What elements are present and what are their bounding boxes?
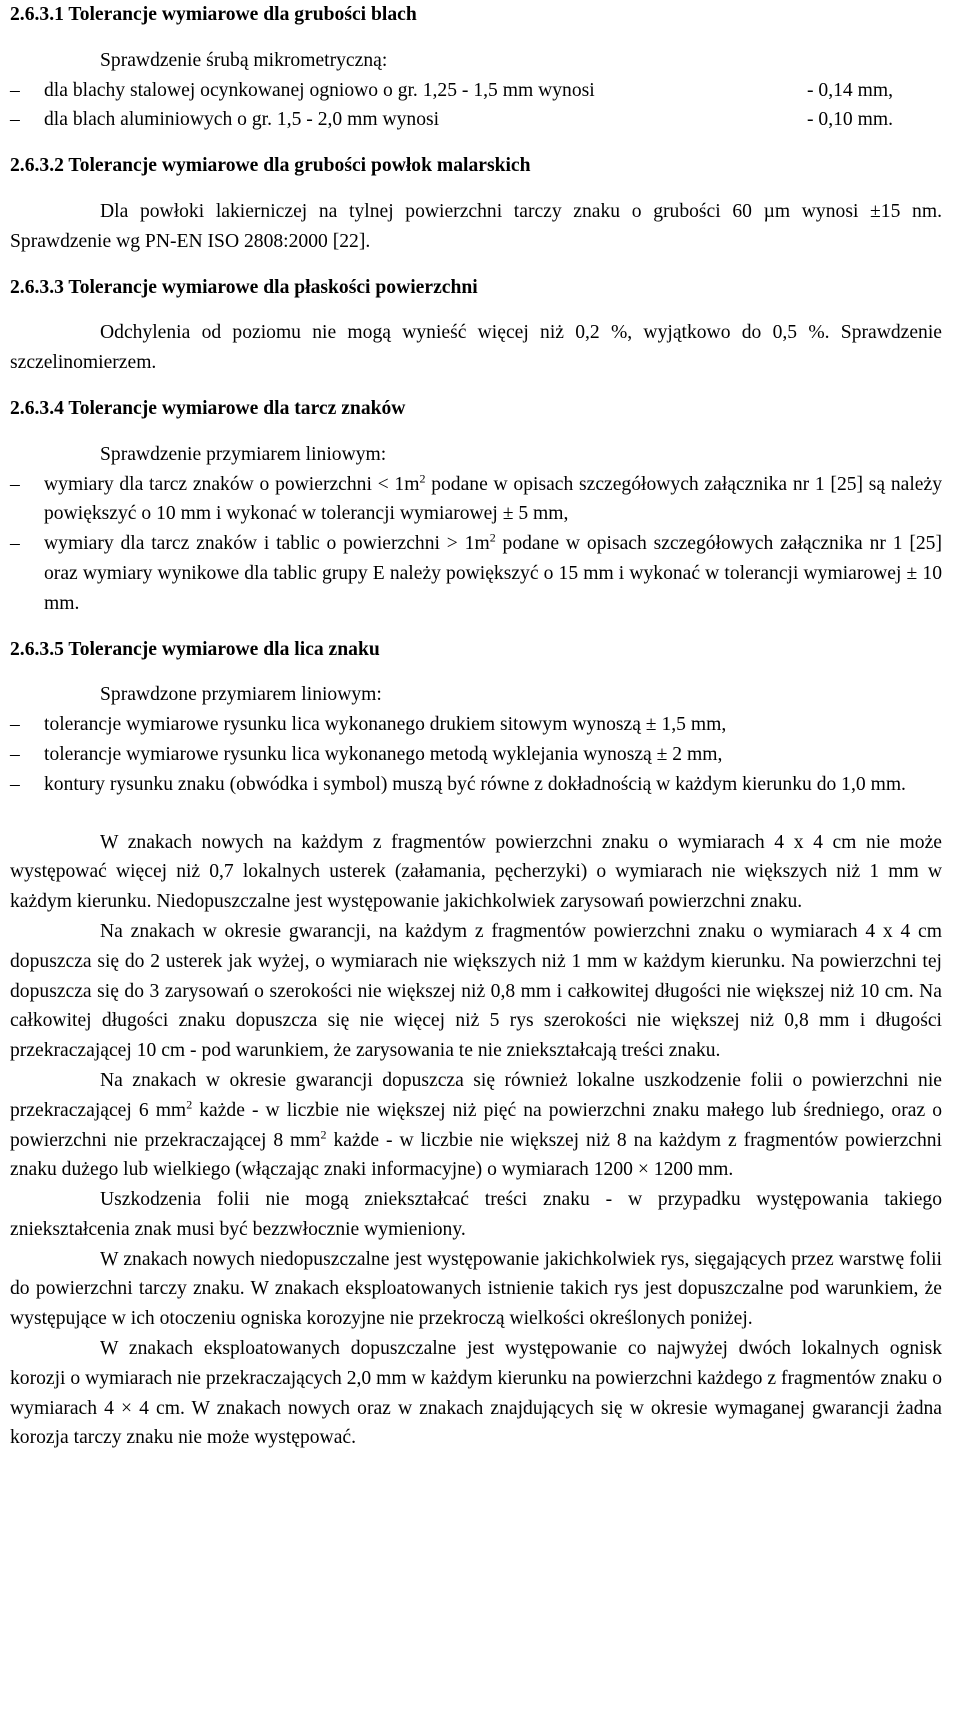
section-intro-4: Sprawdzenie przymiarem liniowym: — [100, 443, 387, 465]
list-item — [10, 710, 942, 740]
list-item — [10, 470, 942, 530]
body-paragraph-1: W znakach nowych na każdym z fragmentów powierzchni znaku o wymiarach 4 x 4 cm nie może występować więcej niż 0,7 lokalnych usterek (załamania, pęcherzyki) o wymiarach nie większych niż 1 mm w każdym kierunku. Niedopuszczalne jest występowanie jakichkolwiek zarysowań powierzchni znaku. — [10, 831, 942, 913]
list-item-label: dla blach aluminiowych o gr. 1,5 - 2,0 mm wynosi — [44, 109, 440, 131]
dash-bullet: – — [10, 743, 20, 765]
list-item-text: kontury rysunku znaku (obwódka i symbol) muszą być równe z dokładnością w każdym kierunku do 1,0 mm. — [44, 773, 906, 795]
body-paragraph-3-part-b: każde - w liczbie nie większej niż pięć na powierzchni znaku małego lub średniego, oraz o powierzchni nie przekraczającej 8 mm — [10, 1099, 942, 1151]
list-item-value: - 0,10 mm. — [807, 109, 893, 131]
list-item-text-after: podane w opisach szczegółowych załącznika nr 1 [25] oraz wymiary wynikowe dla tablic grupy E należy powiększyć o 15 mm i wykonać w tolerancji wymiarowej ± 10 mm. — [44, 533, 942, 614]
list-item — [10, 740, 942, 770]
list-item-text-before: wymiary dla tarcz znaków i tablic o powierzchni > 1m — [44, 533, 490, 555]
section-heading-3: 2.6.3.3 Tolerancje wymiarowe dla płaskości powierzchni — [10, 276, 478, 298]
body-paragraph-2: Na znakach w okresie gwarancji, na każdym z fragmentów powierzchni znaku o wymiarach 4 x 4 cm dopuszcza się do 2 usterek jak wyżej, o wymiarach nie większych niż 1 mm w każdym kierunku. Na powierzchni tej dopuszcza się do 3 zarysowań o szerokości nie większej niż 0,8 mm i całkowitej długości nie większej niż 10 cm. Na całkowitej długości znaku dopuszcza się nie więcej niż 5 rys szerokości nie większej niż 0,8 mm i długości przekraczającej 10 cm - pod warunkiem, że zarysowania te nie zniekształcają treści znaku. — [10, 920, 942, 1062]
list-item-text-before: wymiary dla tarcz znaków o powierzchni < 1m — [44, 473, 420, 495]
section-heading-2: 2.6.3.2 Tolerancje wymiarowe dla grubości powłok malarskich — [10, 155, 531, 177]
section-para-2: Dla powłoki lakierniczej na tylnej powierzchni tarczy znaku o grubości 60 µm wynosi ±15 nm. Sprawdzenie wg PN-EN ISO 2808:2000 [22]. — [10, 200, 942, 252]
superscript: 2 — [489, 530, 496, 545]
superscript: 2 — [419, 471, 426, 486]
body-paragraph-4: Uszkodzenia folii nie mogą zniekształcać treści znaku - w przypadku występowania takiego zniekształcenia znak musi być bezzwłocznie wymieniony. — [10, 1189, 942, 1240]
dash-bullet: – — [10, 533, 20, 555]
list-item — [10, 529, 942, 618]
body-paragraph-5: W znakach nowych niedopuszczalne jest występowanie jakichkolwiek rys, sięgających przez warstwę folii do powierzchni tarczy znaku. W znakach eksploatowanych istnienie takich rys jest dopuszczalne pod warunkiem, że występujące w ich otoczeniu ogniska korozyjne nie przekroczą wielkości określonych poniżej. — [10, 1248, 942, 1330]
dash-bullet: – — [10, 773, 20, 795]
list-item-text: tolerancje wymiarowe rysunku lica wykonanego drukiem sitowym wynoszą ± 1,5 mm, — [44, 714, 727, 736]
body-paragraph-3 — [10, 1066, 942, 1185]
dash-bullet: – — [10, 714, 20, 736]
section-heading-1: 2.6.3.1 Tolerancje wymiarowe dla grubości blach — [10, 4, 417, 25]
section-heading-5: 2.6.3.5 Tolerancje wymiarowe dla lica znaku — [10, 638, 380, 660]
body-paragraph-3-part-a: Na znakach w okresie gwarancji dopuszcza się również lokalne uszkodzenie folii o powierzchni nie przekraczającej 6 mm — [10, 1069, 942, 1121]
list-item-label: dla blachy stalowej ocynkowanej ogniowo o gr. 1,25 - 1,5 mm wynosi — [44, 79, 595, 101]
list-item — [10, 76, 942, 106]
superscript: 2 — [320, 1126, 327, 1141]
section-intro-5: Sprawdzone przymiarem liniowym: — [100, 684, 382, 706]
section-intro-1: Sprawdzenie śrubą mikrometryczną: — [100, 49, 388, 71]
section-heading-4: 2.6.3.4 Tolerancje wymiarowe dla tarcz znaków — [10, 397, 406, 419]
dash-bullet: – — [10, 473, 20, 495]
list-item-value: - 0,14 mm, — [807, 79, 893, 101]
list-item — [10, 770, 942, 800]
tolerance-list-1 — [10, 76, 942, 136]
tolerance-list-5 — [10, 710, 942, 799]
list-item-text: tolerancje wymiarowe rysunku lica wykonanego metodą wyklejania wynoszą ± 2 mm, — [44, 743, 723, 765]
dash-bullet: – — [10, 109, 20, 131]
superscript: 2 — [186, 1097, 193, 1112]
body-paragraph-6: W znakach eksploatowanych dopuszczalne jest występowanie co najwyżej dwóch lokalnych ognisk korozji o wymiarach nie przekraczających 2,0 mm w każdym kierunku na powierzchni każdego z fragmentów znaku o wymiarach 4 × 4 cm. W znakach nowych oraz w znakach znajdujących się w okresie wymaganej gwarancji żadna korozja tarczy znaku nie może występować. — [10, 1338, 942, 1449]
body-paragraph-3-part-c: każde - w liczbie nie większej niż 8 na każdym z fragmentów powierzchni znaku dużego lub wielkiego (włączając znaki informacyjne) o wymiarach 1200 × 1200 mm. — [10, 1129, 942, 1181]
section-para-3: Odchylenia od poziomu nie mogą wynieść więcej niż 0,2 %, wyjątkowo do 0,5 %. Sprawdzenie szczelinomierzem. — [10, 322, 942, 374]
list-item — [10, 105, 942, 135]
dash-bullet: – — [10, 79, 20, 101]
tolerance-list-4 — [10, 470, 942, 619]
list-item-text-after: podane w opisach szczegółowych załącznika nr 1 [25] są należy powiększyć o 10 mm i wykonać w tolerancji wymiarowej ± 5 mm, — [44, 473, 942, 525]
